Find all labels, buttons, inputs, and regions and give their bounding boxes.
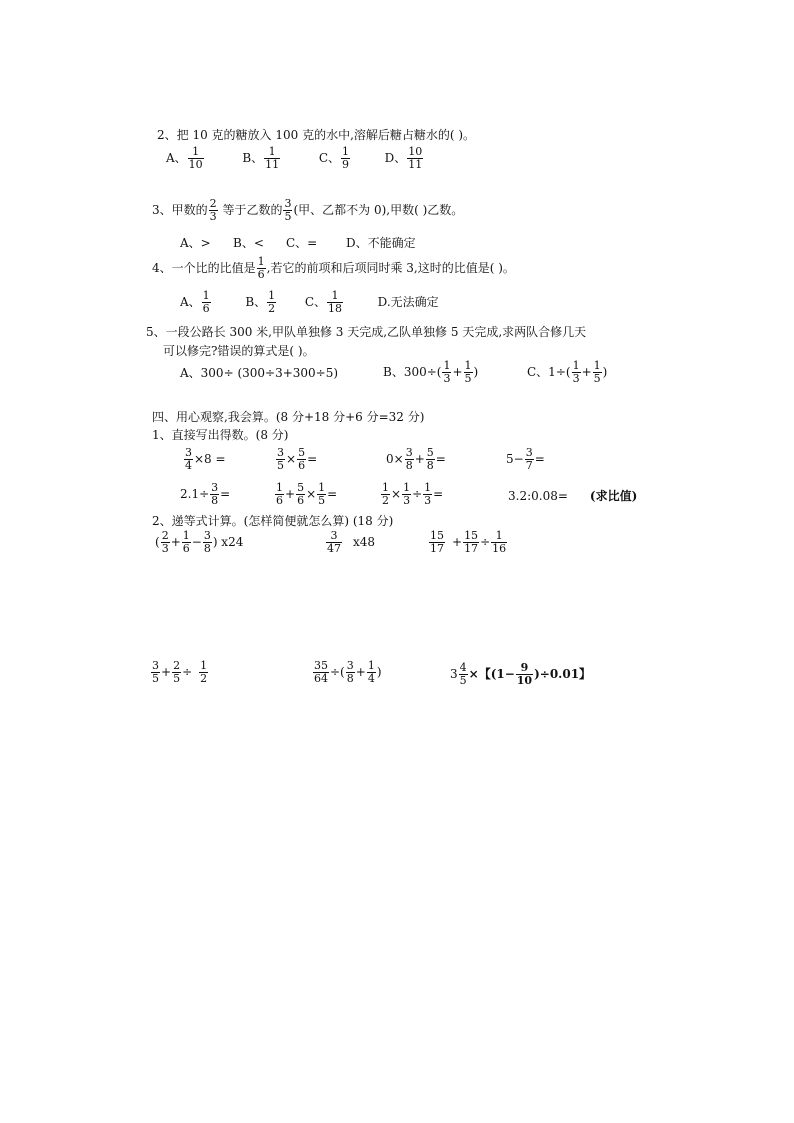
option-d-fraction: $\frac{10}{11}$ <box>408 145 423 171</box>
stepwise-expression-3: $\frac{15}{17}$ + $\frac{15}{17}$ ÷ $\frac{1}{16}$ <box>430 529 507 555</box>
question-4-options: A、 $\frac{1}{6}$ B、 $\frac{1}{2}$ C、 $\frac{1}{18}$ D.无法确定 <box>180 289 439 315</box>
stepwise-expression-5: $\frac{35}{64}$ ÷( $\frac{3}{8}$ + $\frac{1}{4}$ ) <box>314 659 382 685</box>
direct-expression-1: $\frac{3}{4}$ ×8 = <box>185 446 226 472</box>
direct-expression-3: 0× $\frac{3}{8}$ + $\frac{5}{8}$ = <box>386 446 446 472</box>
option-c-fraction: $\frac{1}{9}$ <box>342 145 349 171</box>
question-5-option-a: A、300÷ (300÷3+300÷5) <box>180 366 339 380</box>
fraction-2-3: $\frac{2}{3}$ <box>209 197 217 223</box>
direct-expression-2: $\frac{3}{5}$ × $\frac{5}{6}$ = <box>277 446 318 472</box>
option-c-fraction: $\frac{1}{18}$ <box>328 289 342 315</box>
direct-expression-8: 3.2:0.08= (求比值) <box>508 489 638 503</box>
option-d-label: D、 <box>384 151 407 165</box>
question-3-option-c: C、= <box>286 236 318 250</box>
stepwise-expression-1: ( $\frac{2}{3}$ + $\frac{1}{6}$ − $\frac{3}{8}$ ) x24 <box>155 529 244 555</box>
option-d-text: D.无法确定 <box>377 295 439 309</box>
option-a-label: A、 <box>166 151 187 165</box>
question-5-line-1: 5、一段公路长 300 米,甲队单独修 3 天完成,乙队单独修 5 天完成,求两队合修几天 <box>146 325 587 339</box>
ratio-note: (求比值) <box>589 489 638 503</box>
option-a-fraction: $\frac{1}{10}$ <box>188 145 203 171</box>
question-3-text: 3、甲数的 $\frac{2}{3}$ 等于乙数的 $\frac{3}{5}$ (甲、乙都不为 0),甲数( )乙数。 <box>152 197 464 223</box>
question-3-option-b: B、< <box>233 236 264 250</box>
question-5-line-2: 可以修完?错误的算式是( )。 <box>163 344 315 358</box>
option-c-label: C、 <box>318 151 340 165</box>
question-2-text: 2、把 10 克的糖放入 100 克的水中,溶解后糖占糖水的( )。 <box>157 128 476 142</box>
question-5-option-b: B、300÷( $\frac{1}{3}$ + $\frac{1}{5}$ ) <box>383 359 479 385</box>
fraction-3-5: $\frac{3}{5}$ <box>284 197 292 223</box>
option-b-fraction: $\frac{1}{2}$ <box>268 289 276 315</box>
option-b-label: B、 <box>242 151 264 165</box>
question-5-option-c: C、1÷( $\frac{1}{3}$ + $\frac{1}{5}$ ) <box>527 359 608 385</box>
option-b-fraction: $\frac{1}{11}$ <box>265 145 280 171</box>
stepwise-expression-2: $\frac{3}{47}$ x48 <box>327 529 376 555</box>
part-2-title: 2、递等式计算。(怎样简便就怎么算) (18 分) <box>152 514 394 528</box>
fraction-1-6: $\frac{1}{6}$ <box>257 255 265 281</box>
stepwise-expression-6: 3 $\frac{4}{5}$ ×【(1− $\frac{9}{10}$ )÷0.01】 <box>450 661 592 687</box>
section-4-title: 四、用心观察,我会算。(8 分+18 分+6 分=32 分) <box>152 410 425 424</box>
direct-expression-7: $\frac{1}{2}$ × $\frac{1}{3}$ ÷ $\frac{1}{3}$ = <box>382 481 444 507</box>
direct-expression-5: 2.1÷ $\frac{3}{8}$ = <box>180 481 231 507</box>
option-a-fraction: $\frac{1}{6}$ <box>202 289 210 315</box>
question-3-option-d: D、不能确定 <box>346 236 416 250</box>
direct-expression-4: 5− $\frac{3}{7}$ = <box>506 446 545 472</box>
part-1-title: 1、直接写出得数。(8 分) <box>152 428 289 442</box>
question-3-option-a: A、> <box>180 236 211 250</box>
question-2-options <box>166 146 424 171</box>
stepwise-expression-4: $\frac{3}{5}$ + $\frac{2}{5}$ ÷ $\frac{1}{2}$ <box>152 659 208 685</box>
direct-expression-6: $\frac{1}{6}$ + $\frac{5}{6}$ × $\frac{1}{5}$ = <box>276 481 338 507</box>
question-4-text: 4、一个比的比值是 $\frac{1}{6}$ ,若它的前项和后项同时乘 3,这时的比值是( )。 <box>152 255 515 281</box>
